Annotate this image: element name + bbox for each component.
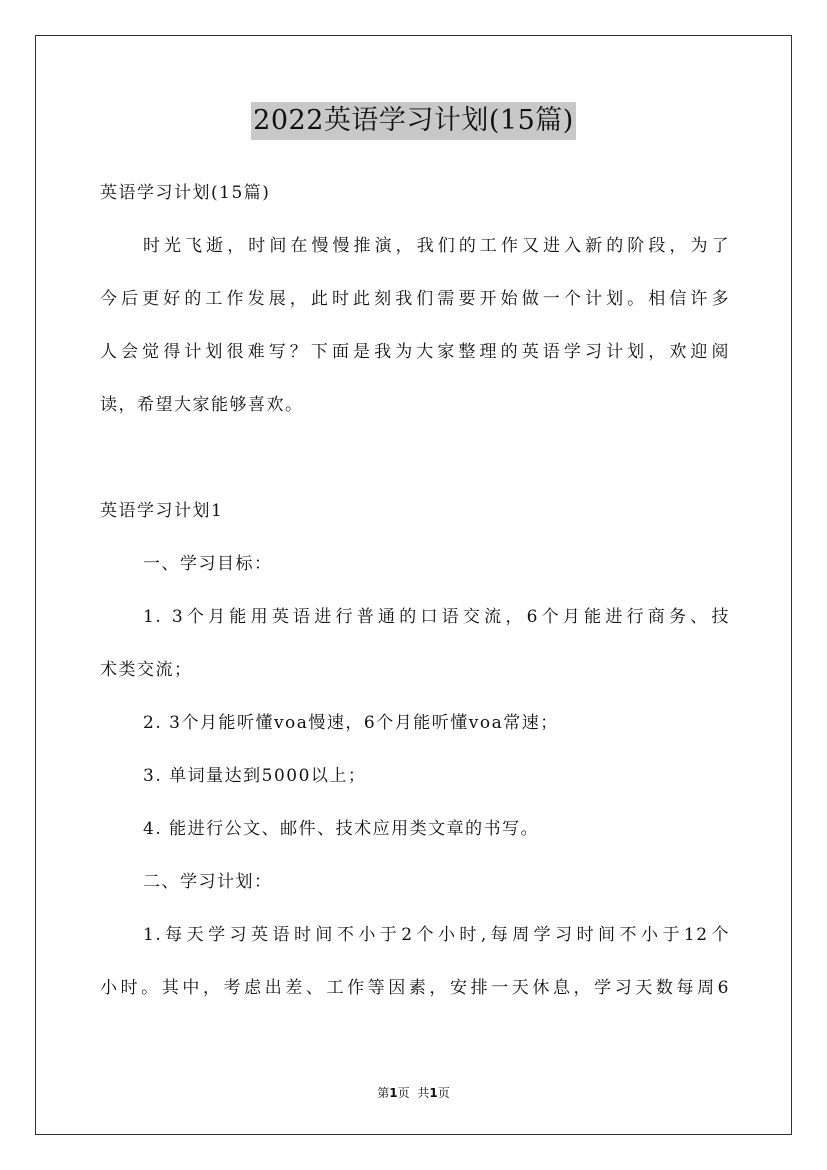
goal-1-line-1: 1. 3个月能用英语进行普通的口语交流，6个月能进行商务、技: [143, 607, 730, 627]
footer-total-suffix: 页: [437, 1086, 450, 1100]
title-container: [0, 102, 827, 140]
footer-page-suffix: 页: [397, 1086, 410, 1100]
footer-page-number: 1: [389, 1086, 398, 1100]
document-body: [100, 167, 730, 1015]
footer-total-number: 1: [429, 1086, 438, 1100]
intro-line-3: 人会觉得计划很难写？下面是我为大家整理的英语学习计划，欢迎阅: [100, 342, 730, 362]
page-footer: [0, 1084, 827, 1101]
goal-1-line-2: 术类交流；: [100, 660, 193, 680]
plan-heading: 二、学习计划：: [143, 872, 273, 892]
goals-heading: 一、学习目标：: [143, 554, 273, 574]
plan-1-line-2: 小时。其中，考虑出差、工作等因素，安排一天休息，学习天数每周6: [100, 978, 730, 998]
intro-line-4: 读，希望大家能够喜欢。: [100, 395, 304, 415]
footer-page-prefix: 第: [377, 1086, 390, 1100]
document-title: 2022英语学习计划(15篇): [251, 102, 576, 140]
document-subtitle: 英语学习计划(15篇): [100, 183, 271, 203]
goal-4: 4. 能进行公文、邮件、技术应用类文章的书写。: [143, 819, 540, 839]
goal-2: 2. 3个月能听懂voa慢速，6个月能听懂voa常速；: [143, 713, 559, 733]
footer-total-prefix: 共: [417, 1086, 430, 1100]
plan-1-line-1: 1.每天学习英语时间不小于2个小时,每周学习时间不小于12个: [143, 925, 730, 945]
intro-line-2: 今后更好的工作发展，此时此刻我们需要开始做一个计划。相信许多: [100, 289, 730, 309]
intro-line-1: 时光飞逝，时间在慢慢推演，我们的工作又进入新的阶段，为了: [143, 236, 730, 256]
paragraph-gap: [100, 432, 730, 485]
section-heading: 英语学习计划1: [100, 501, 224, 521]
goal-3: 3. 单词量达到5000以上；: [143, 766, 367, 786]
